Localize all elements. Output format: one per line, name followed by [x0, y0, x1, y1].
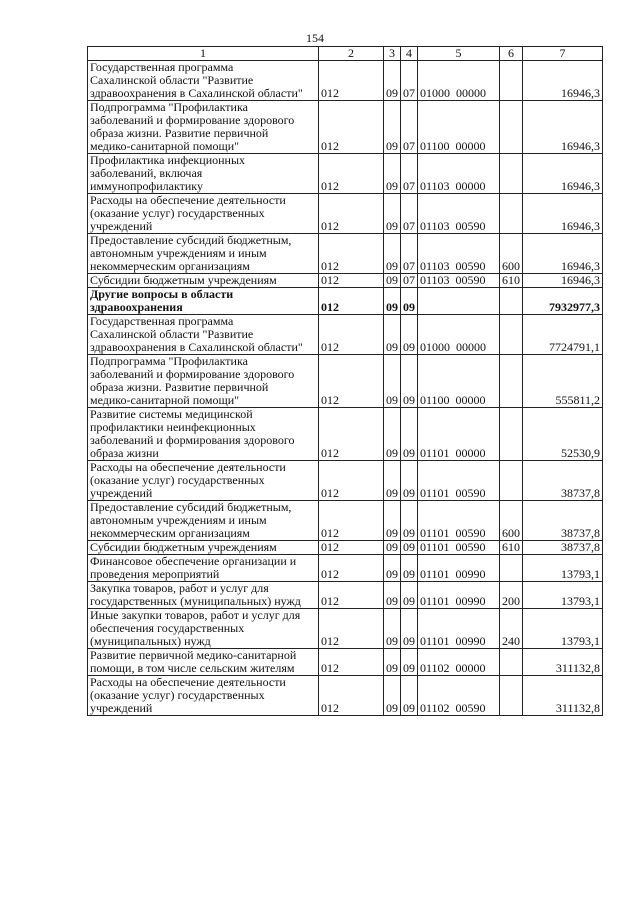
cell-target-article: 01101 00590 — [418, 501, 500, 541]
cell-expense-type — [500, 101, 523, 154]
cell-section: 09 — [384, 355, 401, 408]
cell-target-article: 01000 00000 — [418, 315, 500, 355]
cell-expense-type — [500, 194, 523, 234]
cell-amount: 13793,1 — [523, 609, 603, 649]
cell-expense-type — [500, 649, 523, 676]
cell-ministry-code: 012 — [319, 154, 384, 194]
row-description: Иные закупки товаров, работ и услуг для обеспечения государственных (муниципальных) нужд — [88, 609, 319, 649]
cell-target-article: 01100 00000 — [418, 355, 500, 408]
row-description: Расходы на обеспечение деятельности (оказание услуг) государственных учреждений — [88, 461, 319, 501]
column-header: 1 — [88, 47, 319, 61]
cell-subsection: 07 — [401, 154, 418, 194]
cell-section: 09 — [384, 101, 401, 154]
cell-section: 09 — [384, 61, 401, 101]
cell-subsection: 09 — [401, 288, 418, 315]
cell-expense-type: 610 — [500, 541, 523, 555]
budget-table — [87, 46, 603, 716]
row-description: Подпрограмма "Профилактика заболеваний и формирование здорового образа жизни. Развитие первичной медико-санитарной помощи" — [88, 101, 319, 154]
cell-target-article: 01101 00590 — [418, 541, 500, 555]
cell-subsection: 09 — [401, 582, 418, 609]
cell-amount: 7724791,1 — [523, 315, 603, 355]
cell-section: 09 — [384, 194, 401, 234]
cell-amount: 38737,8 — [523, 461, 603, 501]
cell-amount: 16946,3 — [523, 194, 603, 234]
cell-ministry-code: 012 — [319, 315, 384, 355]
cell-target-article: 01101 00990 — [418, 609, 500, 649]
cell-subsection: 07 — [401, 61, 418, 101]
cell-subsection: 09 — [401, 315, 418, 355]
cell-amount: 52530,9 — [523, 408, 603, 461]
cell-section: 09 — [384, 541, 401, 555]
row-description: Профилактика инфекционных заболеваний, включая иммунопрофилактику — [88, 154, 319, 194]
cell-subsection: 09 — [401, 555, 418, 582]
cell-section: 09 — [384, 408, 401, 461]
cell-section: 09 — [384, 582, 401, 609]
cell-subsection: 07 — [401, 274, 418, 288]
table-row — [88, 61, 603, 101]
cell-target-article: 01101 00000 — [418, 408, 500, 461]
cell-ministry-code: 012 — [319, 234, 384, 274]
cell-subsection: 09 — [401, 676, 418, 716]
cell-amount: 13793,1 — [523, 555, 603, 582]
table-row — [88, 408, 603, 461]
row-description: Расходы на обеспечение деятельности (оказание услуг) государственных учреждений — [88, 194, 319, 234]
cell-ministry-code: 012 — [319, 541, 384, 555]
row-description: Финансовое обеспечение организации и проведения мероприятий — [88, 555, 319, 582]
cell-subsection: 07 — [401, 101, 418, 154]
cell-expense-type: 600 — [500, 234, 523, 274]
table-row — [88, 555, 603, 582]
row-description: Предоставление субсидий бюджетным, автономным учреждениям и иным некоммерческим организациям — [88, 501, 319, 541]
cell-section: 09 — [384, 555, 401, 582]
cell-section: 09 — [384, 609, 401, 649]
cell-amount: 311132,8 — [523, 676, 603, 716]
cell-expense-type: 600 — [500, 501, 523, 541]
table-row — [88, 501, 603, 541]
cell-expense-type — [500, 355, 523, 408]
cell-target-article — [418, 288, 500, 315]
cell-section: 09 — [384, 274, 401, 288]
cell-subsection: 09 — [401, 461, 418, 501]
cell-section: 09 — [384, 315, 401, 355]
cell-target-article: 01103 00000 — [418, 154, 500, 194]
cell-subsection: 09 — [401, 408, 418, 461]
column-header: 4 — [401, 47, 418, 61]
row-description: Другие вопросы в области здравоохранения — [88, 288, 319, 315]
cell-expense-type — [500, 461, 523, 501]
cell-ministry-code: 012 — [319, 101, 384, 154]
cell-ministry-code: 012 — [319, 274, 384, 288]
cell-expense-type — [500, 555, 523, 582]
table-row — [88, 582, 603, 609]
cell-ministry-code: 012 — [319, 61, 384, 101]
page-number: 154 — [306, 31, 324, 45]
row-description: Закупка товаров, работ и услуг для государственных (муниципальных) нужд — [88, 582, 319, 609]
table-body — [88, 47, 603, 716]
cell-expense-type — [500, 676, 523, 716]
cell-section: 09 — [384, 501, 401, 541]
cell-target-article: 01103 00590 — [418, 234, 500, 274]
table-row — [88, 609, 603, 649]
column-header: 3 — [384, 47, 401, 61]
table-row — [88, 676, 603, 716]
header-row — [88, 47, 603, 61]
cell-target-article: 01102 00000 — [418, 649, 500, 676]
cell-section: 09 — [384, 461, 401, 501]
cell-ministry-code: 012 — [319, 649, 384, 676]
cell-amount: 311132,8 — [523, 649, 603, 676]
row-description: Предоставление субсидий бюджетным, автономным учреждениям и иным некоммерческим организациям — [88, 234, 319, 274]
table-row — [88, 154, 603, 194]
cell-ministry-code: 012 — [319, 501, 384, 541]
row-description: Развитие системы медицинской профилактики неинфекционных заболеваний и формирования здорового образа жизни — [88, 408, 319, 461]
cell-amount: 555811,2 — [523, 355, 603, 408]
cell-target-article: 01103 00590 — [418, 274, 500, 288]
cell-subsection: 07 — [401, 194, 418, 234]
table-row — [88, 101, 603, 154]
cell-expense-type: 200 — [500, 582, 523, 609]
cell-expense-type: 240 — [500, 609, 523, 649]
column-header: 2 — [319, 47, 384, 61]
cell-subsection: 09 — [401, 355, 418, 408]
cell-subsection: 09 — [401, 649, 418, 676]
row-description: Субсидии бюджетным учреждениям — [88, 274, 319, 288]
cell-amount: 7932977,3 — [523, 288, 603, 315]
column-header: 5 — [418, 47, 500, 61]
table-row — [88, 234, 603, 274]
cell-section: 09 — [384, 234, 401, 274]
cell-target-article: 01101 00990 — [418, 582, 500, 609]
cell-section: 09 — [384, 649, 401, 676]
table-row — [88, 541, 603, 555]
cell-ministry-code: 012 — [319, 355, 384, 408]
cell-expense-type: 610 — [500, 274, 523, 288]
cell-target-article: 01103 00590 — [418, 194, 500, 234]
cell-target-article: 01000 00000 — [418, 61, 500, 101]
cell-amount: 38737,8 — [523, 501, 603, 541]
cell-ministry-code: 012 — [319, 194, 384, 234]
cell-section: 09 — [384, 288, 401, 315]
cell-amount: 16946,3 — [523, 234, 603, 274]
cell-ministry-code: 012 — [319, 676, 384, 716]
table-row — [88, 315, 603, 355]
cell-ministry-code: 012 — [319, 582, 384, 609]
row-description: Расходы на обеспечение деятельности (оказание услуг) государственных учреждений — [88, 676, 319, 716]
table-row — [88, 194, 603, 234]
cell-expense-type — [500, 408, 523, 461]
table-row — [88, 288, 603, 315]
cell-target-article: 01101 00990 — [418, 555, 500, 582]
cell-expense-type — [500, 315, 523, 355]
column-header: 6 — [500, 47, 523, 61]
cell-subsection: 09 — [401, 541, 418, 555]
cell-amount: 16946,3 — [523, 101, 603, 154]
cell-section: 09 — [384, 676, 401, 716]
cell-expense-type — [500, 288, 523, 315]
cell-ministry-code: 012 — [319, 609, 384, 649]
cell-subsection: 09 — [401, 609, 418, 649]
cell-ministry-code: 012 — [319, 461, 384, 501]
cell-section: 09 — [384, 154, 401, 194]
row-description: Государственная программа Сахалинской области "Развитие здравоохранения в Сахалинской области" — [88, 61, 319, 101]
cell-subsection: 07 — [401, 234, 418, 274]
cell-ministry-code: 012 — [319, 555, 384, 582]
row-description: Субсидии бюджетным учреждениям — [88, 541, 319, 555]
cell-amount: 16946,3 — [523, 274, 603, 288]
cell-amount: 16946,3 — [523, 154, 603, 194]
cell-amount: 13793,1 — [523, 582, 603, 609]
cell-subsection: 09 — [401, 501, 418, 541]
row-description: Развитие первичной медико-санитарной помощи, в том числе сельским жителям — [88, 649, 319, 676]
table-row — [88, 461, 603, 501]
cell-ministry-code: 012 — [319, 408, 384, 461]
cell-amount: 38737,8 — [523, 541, 603, 555]
cell-amount: 16946,3 — [523, 61, 603, 101]
cell-expense-type — [500, 154, 523, 194]
table-row — [88, 355, 603, 408]
cell-ministry-code: 012 — [319, 288, 384, 315]
cell-target-article: 01100 00000 — [418, 101, 500, 154]
row-description: Государственная программа Сахалинской области "Развитие здравоохранения в Сахалинской области" — [88, 315, 319, 355]
column-header: 7 — [523, 47, 603, 61]
cell-target-article: 01102 00590 — [418, 676, 500, 716]
cell-target-article: 01101 00590 — [418, 461, 500, 501]
table-row — [88, 649, 603, 676]
table-row — [88, 274, 603, 288]
cell-expense-type — [500, 61, 523, 101]
row-description: Подпрограмма "Профилактика заболеваний и формирование здорового образа жизни. Развитие первичной медико-санитарной помощи" — [88, 355, 319, 408]
